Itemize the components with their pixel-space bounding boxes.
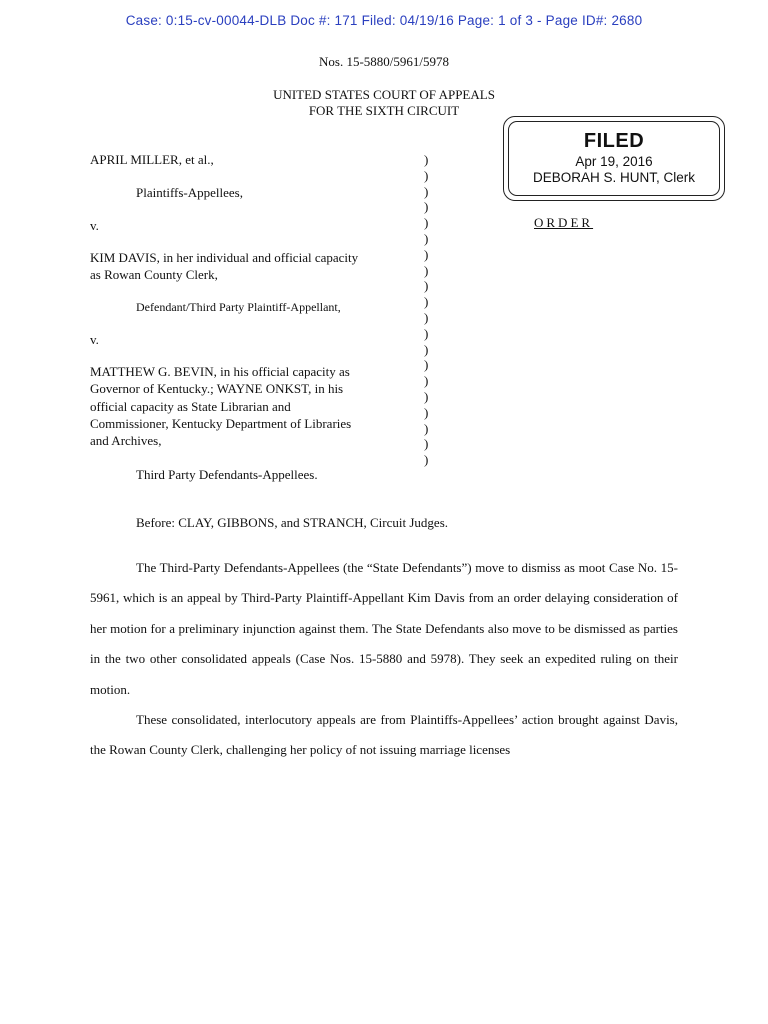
caption-parenthesis: ) bbox=[424, 341, 429, 357]
order-title: ORDER bbox=[534, 215, 594, 230]
caption-third-party-line2: Governor of Kentucky.; WAYNE ONKST, in his bbox=[90, 381, 344, 396]
case-header: Case: 0:15-cv-00044-DLB Doc #: 171 Filed: 04/19/16 Page: 1 of 3 - Page ID#: 2680 bbox=[125, 13, 643, 28]
caption-parenthesis: ) bbox=[424, 230, 429, 246]
caption-parenthesis: ) bbox=[424, 388, 429, 404]
caption-defendant-line2: as Rowan County Clerk, bbox=[90, 267, 218, 282]
docket-numbers: Nos. 15-5880/5961/5978 bbox=[319, 54, 449, 69]
caption-parenthesis: ) bbox=[424, 199, 429, 215]
caption-parenthesis: ) bbox=[424, 309, 429, 325]
caption-parenthesis: ) bbox=[424, 420, 429, 436]
filed-stamp-title: FILED bbox=[583, 130, 645, 152]
filed-stamp bbox=[503, 116, 725, 201]
caption-parenthesis: ) bbox=[424, 246, 429, 262]
caption-parenthesis: ) bbox=[424, 294, 429, 310]
caption-plaintiffs: APRIL MILLER, et al., bbox=[90, 152, 214, 167]
court-name-line2: FOR THE SIXTH CIRCUIT bbox=[308, 103, 460, 118]
caption-third-party-line5: and Archives, bbox=[90, 433, 162, 448]
court-name-line1: UNITED STATES COURT OF APPEALS bbox=[273, 87, 495, 102]
filed-stamp-date: Apr 19, 2016 bbox=[575, 154, 653, 169]
caption-parenthesis: ) bbox=[424, 278, 429, 294]
caption-parenthesis: ) bbox=[424, 357, 429, 373]
caption-parenthesis: ) bbox=[424, 167, 429, 183]
caption-third-party-line1: MATTHEW G. BEVIN, in his official capacity as bbox=[90, 364, 350, 379]
paragraph-1: The Third-Party Defendants-Appellees (the “State Defendants”) move to dismiss as moot Case No. 15-5961, which is an appeal by Third-Party Plaintiff-Appellant Kim Davis from an order delaying consideration of her motion for a preliminary injunction against them. The State Defendants also move to be dismissed as parties in the two other consolidated appeals (Case Nos. 15-5880 and 5978). They seek an expedited ruling on their motion. bbox=[90, 560, 678, 697]
caption-parenthesis: ) bbox=[424, 452, 429, 468]
caption-parenthesis: ) bbox=[424, 325, 429, 341]
filed-stamp-clerk: DEBORAH S. HUNT, Clerk bbox=[532, 170, 696, 185]
caption-parenthesis: ) bbox=[424, 215, 429, 231]
caption-parenthesis: ) bbox=[424, 404, 429, 420]
caption-parenthesis: ) bbox=[424, 152, 429, 167]
caption-parenthesis-column bbox=[424, 152, 428, 468]
caption-third-party-role: Third Party Defendants-Appellees. bbox=[136, 467, 318, 482]
caption-defendant-line1: KIM DAVIS, in her individual and official capacity bbox=[90, 250, 359, 265]
paragraph-2: These consolidated, interlocutory appeals are from Plaintiffs-Appellees’ action brought against Davis, the Rowan County Clerk, challenging her policy of not issuing marriage licenses bbox=[90, 712, 678, 758]
caption-parenthesis: ) bbox=[424, 436, 429, 452]
caption-third-party-line4: Commissioner, Kentucky Department of Libraries bbox=[90, 416, 352, 431]
caption-parenthesis: ) bbox=[424, 373, 429, 389]
caption-parenthesis: ) bbox=[424, 183, 429, 199]
court-name bbox=[0, 87, 768, 119]
filed-stamp-inner bbox=[508, 121, 720, 196]
caption-plaintiffs-role: Plaintiffs-Appellees, bbox=[136, 185, 243, 200]
caption-parenthesis: ) bbox=[424, 262, 429, 278]
panel-before-line: Before: CLAY, GIBBONS, and STRANCH, Circuit Judges. bbox=[136, 515, 449, 530]
caption-versus-1: v. bbox=[90, 218, 99, 233]
caption-defendant-role: Defendant/Third Party Plaintiff-Appellant, bbox=[136, 300, 341, 314]
caption-third-party-line3: official capacity as State Librarian and bbox=[90, 399, 291, 414]
caption-versus-2: v. bbox=[90, 332, 99, 347]
